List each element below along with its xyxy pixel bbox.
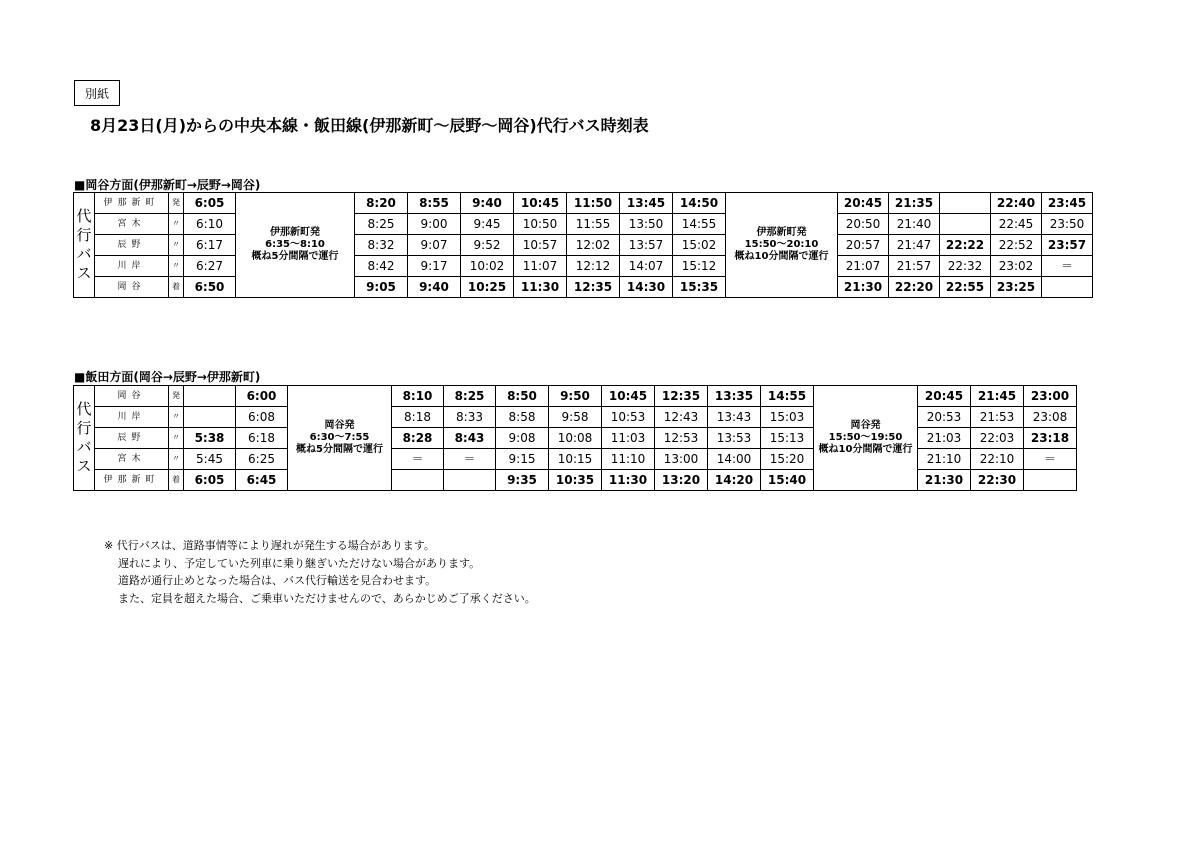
- section-okaya-header: ■岡谷方面(伊那新町→辰野→岡谷): [74, 178, 261, 192]
- station-name: 伊那新町: [95, 470, 169, 491]
- time-cell: 9:40: [408, 277, 461, 298]
- time-cell: 21:57: [889, 256, 940, 277]
- time-cell: 6:17: [184, 235, 236, 256]
- timetable-okaya-direction: [73, 192, 1093, 298]
- time-cell: 14:55: [761, 386, 814, 407]
- time-cell: 8:18: [392, 407, 444, 428]
- time-cell: [184, 407, 236, 428]
- section-iida-header: ■飯田方面(岡谷→辰野→伊那新町): [74, 370, 261, 384]
- frequency-note-line: 概ね5分間隔で運行: [296, 444, 383, 455]
- frequency-note: [814, 386, 918, 491]
- note-line: ※ 代行バスは、道路事情等により遅れが発生する場合があります。: [104, 539, 435, 552]
- station-suffix: 〃: [169, 256, 184, 277]
- time-cell: 8:55: [408, 193, 461, 214]
- time-cell: 21:03: [918, 428, 971, 449]
- frequency-note-line: 15:50～20:10: [744, 239, 819, 250]
- time-cell: 6:25: [236, 449, 288, 470]
- time-cell: 10:53: [602, 407, 655, 428]
- time-cell: 14:20: [708, 470, 761, 491]
- time-cell: [1024, 470, 1077, 491]
- time-cell: 10:25: [461, 277, 514, 298]
- time-cell: 22:32: [940, 256, 991, 277]
- table-row: [74, 386, 1077, 407]
- time-cell: 22:40: [991, 193, 1042, 214]
- time-cell: 21:40: [889, 214, 940, 235]
- time-cell: 9:35: [496, 470, 549, 491]
- time-cell: [392, 470, 444, 491]
- time-cell: 23:57: [1042, 235, 1093, 256]
- time-cell: 6:27: [184, 256, 236, 277]
- time-cell: 22:45: [991, 214, 1042, 235]
- time-cell: 6:18: [236, 428, 288, 449]
- time-cell: 10:15: [549, 449, 602, 470]
- time-cell: 11:55: [567, 214, 620, 235]
- time-cell: [940, 214, 991, 235]
- time-cell: 15:02: [673, 235, 726, 256]
- notes-block: [104, 537, 536, 607]
- frequency-note-line: 6:30～7:55: [309, 432, 370, 443]
- station-suffix: 〃: [169, 449, 184, 470]
- time-cell: 23:50: [1042, 214, 1093, 235]
- table-row: [74, 449, 1077, 470]
- time-cell: 15:35: [673, 277, 726, 298]
- station-name: 川岸: [95, 407, 169, 428]
- time-cell: 9:07: [408, 235, 461, 256]
- station-name: 辰野: [95, 235, 169, 256]
- time-cell: 10:50: [514, 214, 567, 235]
- time-cell: 21:35: [889, 193, 940, 214]
- time-cell: ＝: [1024, 449, 1077, 470]
- time-cell: 22:03: [971, 428, 1024, 449]
- side-label: 代行バス: [74, 193, 95, 298]
- frequency-note: [236, 193, 355, 298]
- time-cell: 11:30: [602, 470, 655, 491]
- time-cell: 9:58: [549, 407, 602, 428]
- time-cell: 9:50: [549, 386, 602, 407]
- station-suffix: 発: [169, 386, 184, 407]
- frequency-note-line: 岡谷発: [850, 420, 881, 431]
- time-cell: 11:03: [602, 428, 655, 449]
- table-row: [74, 214, 1093, 235]
- time-cell: 8:10: [392, 386, 444, 407]
- time-cell: 23:00: [1024, 386, 1077, 407]
- frequency-note: [288, 386, 392, 491]
- time-cell: 12:43: [655, 407, 708, 428]
- station-name: 川岸: [95, 256, 169, 277]
- table-row: [74, 277, 1093, 298]
- time-cell: 22:22: [940, 235, 991, 256]
- time-cell: 13:20: [655, 470, 708, 491]
- time-cell: 20:45: [838, 193, 889, 214]
- station-suffix: 着: [169, 277, 184, 298]
- time-cell: ＝: [444, 449, 496, 470]
- time-cell: 8:58: [496, 407, 549, 428]
- frequency-note-line: 概ね5分間隔で運行: [251, 251, 339, 262]
- station-name: 岡谷: [95, 386, 169, 407]
- time-cell: 5:45: [184, 449, 236, 470]
- time-cell: 8:28: [392, 428, 444, 449]
- station-suffix: 〃: [169, 214, 184, 235]
- station-name: 辰野: [95, 428, 169, 449]
- time-cell: 6:05: [184, 470, 236, 491]
- frequency-note-line: 伊那新町発: [270, 227, 320, 238]
- timetable-iida-direction: [73, 385, 1077, 491]
- time-cell: 11:07: [514, 256, 567, 277]
- time-cell: 8:33: [444, 407, 496, 428]
- time-cell: 20:57: [838, 235, 889, 256]
- time-cell: 10:57: [514, 235, 567, 256]
- time-cell: 15:20: [761, 449, 814, 470]
- note-line: 道路が通行止めとなった場合は、バス代行輸送を見合わせます。: [118, 574, 437, 587]
- time-cell: 23:45: [1042, 193, 1093, 214]
- time-cell: 13:43: [708, 407, 761, 428]
- time-cell: 10:45: [602, 386, 655, 407]
- time-cell: 9:05: [355, 277, 408, 298]
- table-row: [74, 428, 1077, 449]
- time-cell: ＝: [1042, 256, 1093, 277]
- station-suffix: 着: [169, 470, 184, 491]
- time-cell: [940, 193, 991, 214]
- time-cell: 21:07: [838, 256, 889, 277]
- time-cell: 23:08: [1024, 407, 1077, 428]
- time-cell: 21:30: [838, 277, 889, 298]
- time-cell: 21:10: [918, 449, 971, 470]
- time-cell: 23:18: [1024, 428, 1077, 449]
- time-cell: 6:10: [184, 214, 236, 235]
- time-cell: 8:25: [444, 386, 496, 407]
- time-cell: 21:45: [971, 386, 1024, 407]
- frequency-note-line: 岡谷発: [324, 420, 355, 431]
- time-cell: 13:53: [708, 428, 761, 449]
- time-cell: 15:03: [761, 407, 814, 428]
- time-cell: 14:50: [673, 193, 726, 214]
- note-line: 遅れにより、予定していた列車に乗り継ぎいただけない場合があります。: [118, 556, 481, 570]
- frequency-note-line: 15:50～19:50: [828, 432, 903, 443]
- time-cell: 9:52: [461, 235, 514, 256]
- time-cell: 8:42: [355, 256, 408, 277]
- time-cell: 21:53: [971, 407, 1024, 428]
- time-cell: 13:45: [620, 193, 673, 214]
- page-title: 8月23日(月)からの中央本線・飯田線(伊那新町～辰野～岡谷)代行バス時刻表: [90, 116, 649, 135]
- table-row: [74, 235, 1093, 256]
- time-cell: 11:10: [602, 449, 655, 470]
- time-cell: 6:05: [184, 193, 236, 214]
- time-cell: [184, 386, 236, 407]
- station-suffix: 発: [169, 193, 184, 214]
- note-line: また、定員を超えた場合、ご乗車いただけませんので、あらかじめご了承ください。: [118, 591, 536, 605]
- time-cell: 9:00: [408, 214, 461, 235]
- time-cell: 11:30: [514, 277, 567, 298]
- time-cell: 14:07: [620, 256, 673, 277]
- time-cell: 12:35: [655, 386, 708, 407]
- time-cell: 6:45: [236, 470, 288, 491]
- time-cell: 15:13: [761, 428, 814, 449]
- frequency-note: [726, 193, 838, 298]
- table-row: [74, 193, 1093, 214]
- time-cell: 9:17: [408, 256, 461, 277]
- time-cell: 13:00: [655, 449, 708, 470]
- side-label: 代行バス: [74, 386, 95, 491]
- time-cell: 8:43: [444, 428, 496, 449]
- time-cell: 8:50: [496, 386, 549, 407]
- station-suffix: 〃: [169, 235, 184, 256]
- time-cell: 20:53: [918, 407, 971, 428]
- time-cell: 6:50: [184, 277, 236, 298]
- station-name: 宮木: [95, 214, 169, 235]
- time-cell: 13:50: [620, 214, 673, 235]
- time-cell: 9:45: [461, 214, 514, 235]
- time-cell: 14:00: [708, 449, 761, 470]
- attachment-tag: 別紙: [74, 80, 120, 106]
- time-cell: 12:53: [655, 428, 708, 449]
- time-cell: 13:57: [620, 235, 673, 256]
- station-suffix: 〃: [169, 428, 184, 449]
- time-cell: 10:45: [514, 193, 567, 214]
- time-cell: 11:50: [567, 193, 620, 214]
- time-cell: [1042, 277, 1093, 298]
- time-cell: 9:15: [496, 449, 549, 470]
- time-cell: 9:40: [461, 193, 514, 214]
- time-cell: 9:08: [496, 428, 549, 449]
- time-cell: 22:52: [991, 235, 1042, 256]
- time-cell: 15:40: [761, 470, 814, 491]
- time-cell: 22:55: [940, 277, 991, 298]
- time-cell: ＝: [392, 449, 444, 470]
- table-row: [74, 256, 1093, 277]
- table-row: [74, 470, 1077, 491]
- frequency-note-line: 概ね10分間隔で運行: [818, 444, 913, 455]
- time-cell: 8:32: [355, 235, 408, 256]
- time-cell: 14:55: [673, 214, 726, 235]
- time-cell: 23:25: [991, 277, 1042, 298]
- time-cell: 10:35: [549, 470, 602, 491]
- station-name: 伊那新町: [95, 193, 169, 214]
- station-name: 岡谷: [95, 277, 169, 298]
- time-cell: 13:35: [708, 386, 761, 407]
- time-cell: 22:10: [971, 449, 1024, 470]
- time-cell: 21:47: [889, 235, 940, 256]
- station-name: 宮木: [95, 449, 169, 470]
- station-suffix: 〃: [169, 407, 184, 428]
- time-cell: 12:12: [567, 256, 620, 277]
- time-cell: 8:20: [355, 193, 408, 214]
- time-cell: 21:30: [918, 470, 971, 491]
- time-cell: 12:35: [567, 277, 620, 298]
- frequency-note-line: 概ね10分間隔で運行: [734, 251, 829, 262]
- time-cell: 15:12: [673, 256, 726, 277]
- time-cell: 8:25: [355, 214, 408, 235]
- time-cell: 22:20: [889, 277, 940, 298]
- time-cell: 22:30: [971, 470, 1024, 491]
- time-cell: 6:08: [236, 407, 288, 428]
- time-cell: [444, 470, 496, 491]
- time-cell: 20:50: [838, 214, 889, 235]
- time-cell: 6:00: [236, 386, 288, 407]
- time-cell: 10:02: [461, 256, 514, 277]
- time-cell: 10:08: [549, 428, 602, 449]
- time-cell: 14:30: [620, 277, 673, 298]
- time-cell: 23:02: [991, 256, 1042, 277]
- time-cell: 20:45: [918, 386, 971, 407]
- table-row: [74, 407, 1077, 428]
- frequency-note-line: 6:35～8:10: [265, 239, 325, 250]
- time-cell: 12:02: [567, 235, 620, 256]
- time-cell: 5:38: [184, 428, 236, 449]
- frequency-note-line: 伊那新町発: [756, 227, 807, 238]
